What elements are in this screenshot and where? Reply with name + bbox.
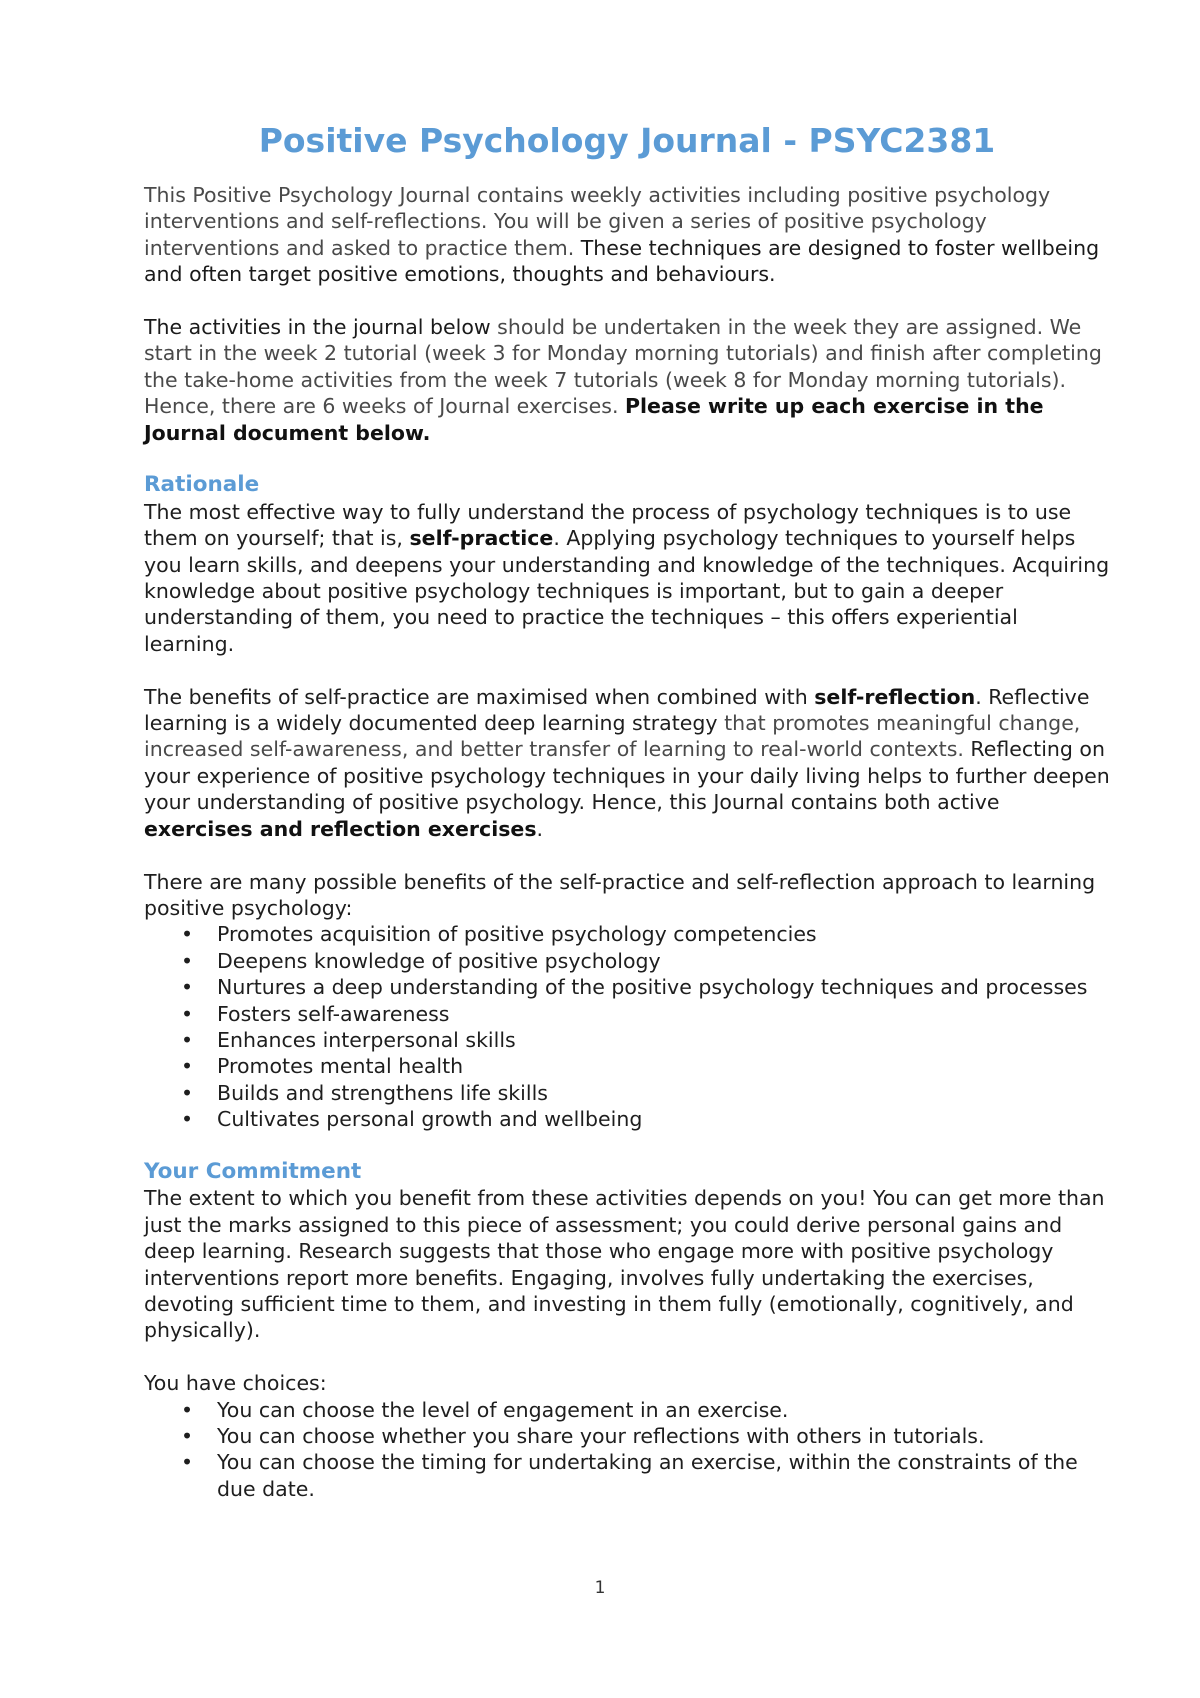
activities-instruction-bold: Please write up each exercise in the Journal document below.	[144, 394, 1044, 445]
rationale-p2-text-d: .	[536, 816, 544, 841]
list-item	[144, 1397, 1110, 1423]
activities-text-gray: should be undertaken in the week they are assigned. We start in the week 2 tutorial (week 3 for Monday morning tutorials) and finish after completing the take-home activities from the week 7 tutorials (week 8 for Monday morning tutorials). Hence, there are 6 weeks of Journal exercises.	[144, 315, 1102, 419]
list-item	[144, 1053, 1110, 1079]
activities-text-dark: The activities in the journal below	[144, 315, 491, 340]
bullet-icon: •	[181, 1424, 194, 1448]
intro-text-dark: These techniques are designed to foster wellbeing and often target positive emotions, thoughts and behaviours.	[144, 235, 1100, 287]
list-item-text: Deepens knowledge of positive psychology	[217, 948, 661, 973]
bullet-icon: •	[181, 1054, 194, 1079]
list-item	[144, 1027, 1110, 1053]
document-page	[144, 120, 1110, 1529]
rationale-p1-text-b: . Applying psychology techniques to yourself helps you learn skills, and deepens your understanding and knowledge of the techniques. Acquiring knowledge about positive psychology techniques is important, but to gain a deeper understanding of them, you need to practice the techniques – this offers experiential learning.	[144, 526, 1110, 656]
list-item-text: You can choose the level of engagement in an exercise.	[217, 1397, 789, 1422]
list-item	[144, 1080, 1110, 1106]
list-item	[144, 948, 1110, 974]
bullet-icon: •	[181, 1027, 194, 1052]
rationale-p1-bold: self-practice	[409, 526, 554, 551]
list-item	[144, 1423, 1110, 1449]
commitment-heading: Your Commitment	[144, 1158, 362, 1184]
choices-list	[144, 1397, 1110, 1503]
benefits-list	[144, 921, 1110, 1132]
list-item	[144, 1449, 1110, 1502]
rationale-p2-bold-2: exercises and reflection exercises	[144, 816, 537, 841]
list-item-text: Builds and strengthens life skills	[217, 1080, 548, 1105]
bullet-icon: •	[181, 922, 194, 947]
list-item	[144, 974, 1110, 1000]
rationale-paragraph-2	[144, 684, 1110, 842]
list-item	[144, 921, 1110, 947]
document-title: Positive Psychology Journal - PSYC2381	[258, 121, 996, 160]
rationale-heading: Rationale	[144, 472, 260, 498]
commitment-paragraph-2: You have choices:	[144, 1371, 327, 1396]
bullet-icon: •	[181, 1397, 194, 1422]
rationale-p2-text-gray: that promotes meaningful change, increased self-awareness, and better transfer of learning to real-world contexts.	[144, 711, 1081, 762]
list-item-text: Cultivates personal growth and wellbeing	[217, 1107, 643, 1132]
intro-text-gray: This Positive Psychology Journal contains weekly activities including positive psychology interventions and self-reflections. You will be given a series of positive psychology interventions and asked to practice them.	[144, 183, 1051, 260]
page-number: 1	[594, 1578, 606, 1598]
activities-paragraph	[144, 314, 1110, 446]
list-item-text: You can choose the timing for undertaking an exercise, within the constraints of the due date.	[217, 1450, 1078, 1501]
rationale-p2-text-b: . Reflective learning is a widely documented deep learning strategy	[144, 684, 1090, 736]
bullet-icon: •	[181, 1450, 194, 1475]
intro-paragraph	[144, 182, 1110, 288]
bullet-icon: •	[181, 1001, 194, 1026]
rationale-p2-bold-1: self-reflection	[814, 684, 976, 709]
bullet-icon: •	[181, 948, 194, 973]
commitment-paragraph-1: The extent to which you benefit from these activities depends on you! You can get more than just the marks assigned to this piece of assessment; you could derive personal gains and deep learning. Research suggests that those who engage more with positive psychology interventions report more benefits. Engaging, involves fully undertaking the exercises, devoting sufficient time to them, and investing in them fully (emotionally, cognitively, and physically).	[144, 1186, 1105, 1343]
list-item-text: Promotes mental health	[217, 1054, 464, 1079]
bullet-icon: •	[181, 975, 194, 1000]
bullet-icon: •	[181, 1080, 194, 1105]
list-item	[144, 1106, 1110, 1132]
list-item-text: Nurtures a deep understanding of the positive psychology techniques and processes	[217, 975, 1088, 1000]
bullet-icon: •	[181, 1107, 194, 1132]
list-item	[144, 1001, 1110, 1027]
list-item-text: Enhances interpersonal skills	[217, 1027, 516, 1052]
rationale-paragraph-1	[144, 499, 1110, 657]
rationale-p2-text-c: Reflecting on your experience of positive psychology techniques in your daily living helps to further deepen your understanding of positive psychology. Hence, this Journal contains both active	[144, 737, 1110, 815]
list-item-text: Fosters self-awareness	[217, 1001, 450, 1026]
list-item-text: You can choose whether you share your reflections with others in tutorials.	[217, 1424, 985, 1448]
rationale-p1-text-a: The most effective way to fully understand the process of psychology techniques is to use them on yourself; that is,	[144, 499, 1072, 551]
list-item-text: Promotes acquisition of positive psychology competencies	[217, 922, 817, 947]
rationale-paragraph-3: There are many possible benefits of the self-practice and self-reflection approach to learning positive psychology:	[144, 869, 1096, 920]
rationale-p2-text-a: The benefits of self-practice are maximised when combined with	[144, 684, 815, 709]
